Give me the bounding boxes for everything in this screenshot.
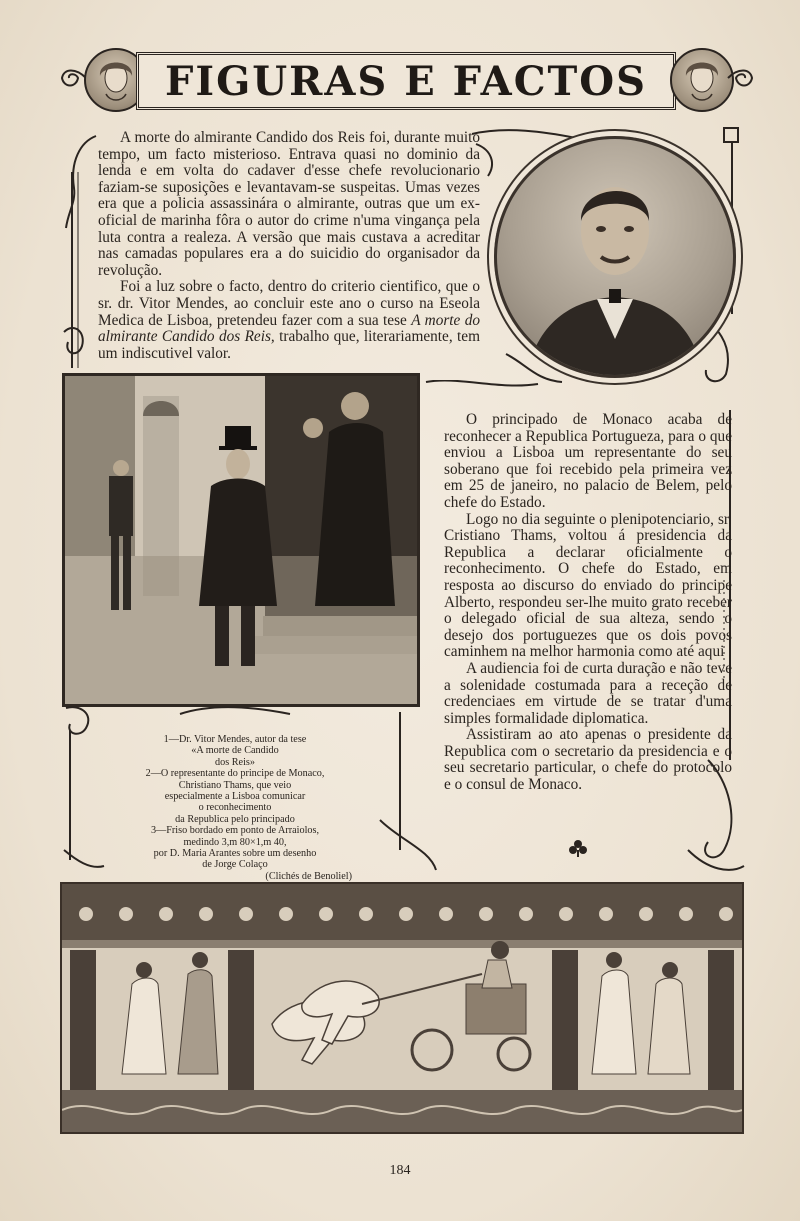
page-title: FIGURAS E FACTOS	[164, 57, 648, 105]
caption-line: especialmente a Lisboa comunicar	[164, 791, 306, 803]
photo-caption	[112, 734, 358, 882]
caption-line: 2—O representante do principe de Monaco,	[145, 768, 325, 780]
caption-line: medindo 3,m 80×1,m 40,	[183, 836, 287, 848]
scroll-ornament-icon	[726, 64, 756, 92]
article-paragraph: A morte do almirante Candido dos Reis foi, durante muito tempo, um facto misterioso. Entrava quasi no dominio da lenda e em volta do cadaver d'esse chefe revolucionario faziam-se suposições e levantavam-se suspeitas. Umas vezes era que a policia assassinára o almirante, outras que um ex-oficial de marinha fôra o autor do crime n'uma vingança pela luta contra a realeza. A versão que mais custava a acreditar nas camadas populares era a do suicidio do organisador da revolução.	[98, 129, 480, 279]
article-paragraph: A audiencia foi de curta duração e não teve a solenidade costumada para a receção de credenciaes em virtude de se tratar d'uma simples formalidade diplomatica.	[444, 659, 732, 727]
article-vitor-mendes	[98, 130, 480, 362]
caption-line: 1—Dr. Vitor Mendes, autor da tese	[163, 734, 307, 745]
woman-portrait-medallion-icon	[670, 48, 734, 112]
article-paragraph: Assistiram ao ato apenas o presidente da Republica com o secretario da presidencia e o seu secretario particular, o chefe do protocolo e o consul de Monaco.	[444, 726, 732, 794]
club-ornament-icon	[568, 838, 588, 858]
caption-line: dos Reis»	[215, 756, 255, 768]
caption-line: da Republica pelo principado	[175, 813, 295, 825]
caption-line: Christiano Thams, que veio	[178, 779, 292, 791]
title-plate	[136, 52, 676, 110]
page-number: 184	[389, 1163, 411, 1178]
caption-line: de Jorge Colaço	[202, 859, 268, 871]
portrait-vitor-mendes	[494, 136, 736, 378]
caption-line: «A morte de Candido	[191, 745, 279, 757]
frieze-illustration-icon	[62, 884, 742, 1132]
caption-line: o reconhecimento	[198, 802, 272, 814]
man-portrait-icon	[497, 139, 733, 375]
caption-line: por D. Maria Arantes sobre um desenho	[153, 848, 317, 860]
thesis-title: A morte do almirante Candido dos Reis,	[98, 311, 480, 346]
photo-credit: (Clichés de Benoliel)	[265, 870, 352, 882]
street-photo-icon	[65, 376, 417, 704]
photo-monaco-representative	[62, 373, 420, 707]
article-paragraph: O principado de Monaco acaba de reconhecer a Republica Portugueza, para o que enviou a Lisboa um representante do seu soberano que foi recebido pela primeira vez em 25 de janeiro, no palacio de Belem, pelo chefe do Estado.	[444, 411, 732, 511]
article-paragraph: Logo no dia seguinte o plenipotenciario, sr. Cristiano Thams, voltou á presidencia da Republica a declarar oficialmente o reconhecimento. O chefe do Estado, em resposta ao discurso do enviado do principe Alberto, respondeu ser-lhe muito grato receber o delegado oficial de sua alteza, sendo o desejo dos portuguezes que os dois povos caminhem na melhor harmonia como até aqui	[444, 510, 732, 661]
caption-line: 3—Friso bordado em ponto de Arraiolos,	[150, 825, 320, 837]
article-monaco-recognition	[444, 412, 732, 794]
embroidered-frieze-photo	[60, 882, 744, 1134]
header-banner	[58, 46, 748, 112]
article-paragraph: Foi a luz sobre o facto, dentro do criterio cientifico, que o sr. dr. Vitor Mendes, ao concluir este ano o curso na Eseola Medica de Lisboa, pretendeu fazer com a sua tese A morte do almirante Candido dos Reis, trabalho que, literariamente, tem um indiscutivel valor.	[98, 278, 480, 362]
